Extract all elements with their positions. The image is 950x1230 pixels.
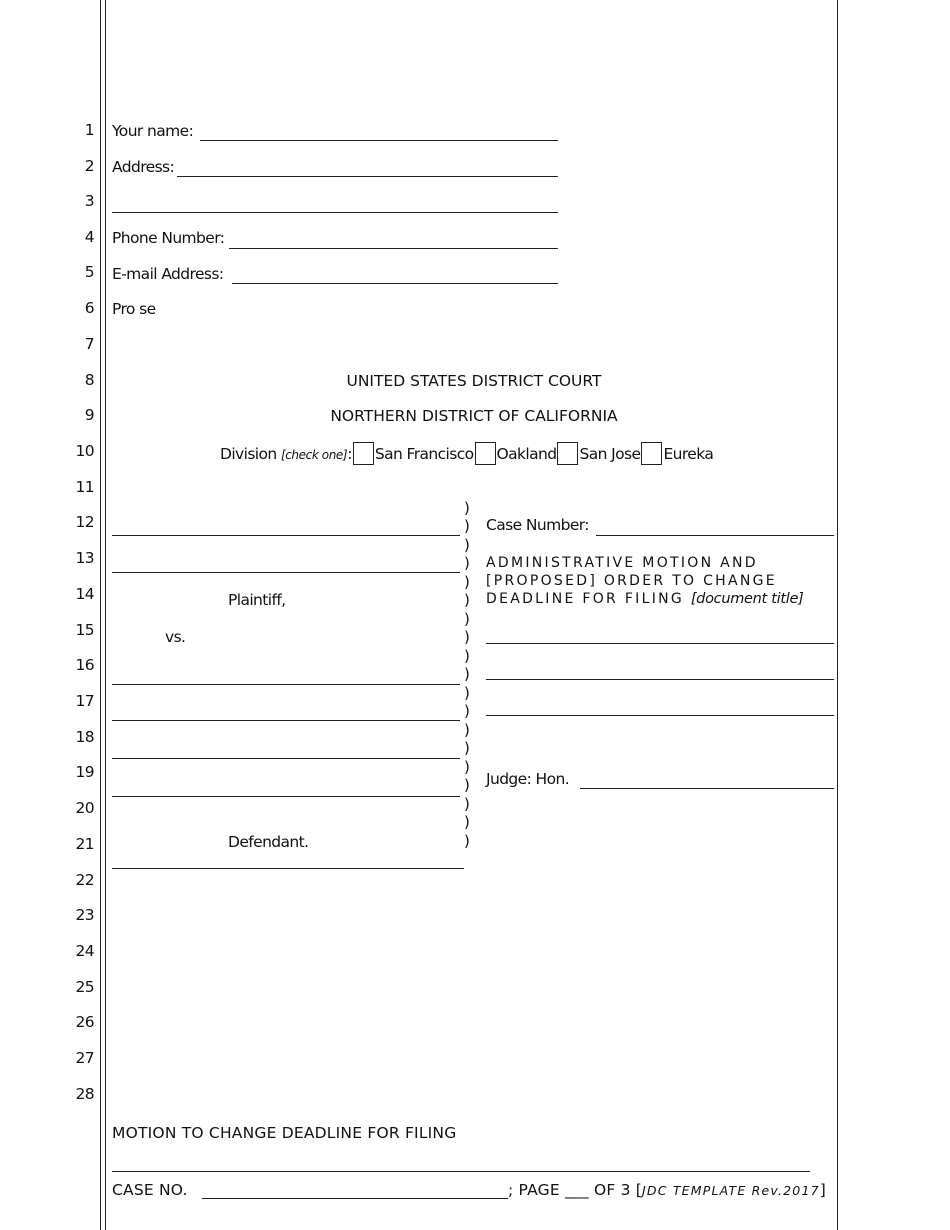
phone-number-field[interactable] xyxy=(229,248,558,249)
footer-rule xyxy=(112,1171,810,1172)
eureka-option: Eureka xyxy=(663,445,714,463)
defendant-name-line-4[interactable] xyxy=(112,796,460,797)
plaintiff-name-line-1[interactable] xyxy=(112,535,460,536)
address-field[interactable] xyxy=(177,176,558,177)
line-number: 5 xyxy=(84,263,94,281)
caption-paren: ) xyxy=(464,591,470,609)
san-francisco-option: San Francisco xyxy=(374,445,474,463)
email-address-field[interactable] xyxy=(232,283,558,284)
division-selector xyxy=(220,442,713,465)
defendant-name-line-3[interactable] xyxy=(112,758,460,759)
court-district: NORTHERN DISTRICT OF CALIFORNIA xyxy=(330,407,618,425)
case-number-label: Case Number: xyxy=(486,516,589,534)
line-number: 2 xyxy=(84,157,94,175)
pro-se-label: Pro se xyxy=(112,300,156,318)
caption-paren: ) xyxy=(464,776,470,794)
oakland-option: Oakland xyxy=(496,445,557,463)
document-title-field-2[interactable] xyxy=(486,679,834,680)
footer-close-bracket: ] xyxy=(819,1181,827,1199)
caption-paren: ) xyxy=(464,573,470,591)
check-one-note: [check one] xyxy=(280,448,348,462)
document-title-field-3[interactable] xyxy=(486,715,834,716)
footer-page-text: ; PAGE ___ OF 3 [ xyxy=(508,1181,643,1199)
caption-paren: ) xyxy=(464,758,470,776)
case-number-field[interactable] xyxy=(596,535,834,536)
caption-paren: ) xyxy=(464,832,470,850)
caption-paren: ) xyxy=(464,610,470,628)
line-number: 27 xyxy=(75,1049,94,1067)
document-title-line-2: [PROPOSED] ORDER TO CHANGE xyxy=(486,573,777,589)
address-label: Address: xyxy=(112,158,175,176)
phone-number-label: Phone Number: xyxy=(112,229,225,247)
caption-paren: ) xyxy=(464,702,470,720)
your-name-field[interactable] xyxy=(200,140,558,141)
line-number: 8 xyxy=(84,371,94,389)
plaintiff-label: Plaintiff, xyxy=(228,591,286,609)
your-name-label: Your name: xyxy=(112,122,194,140)
line-number: 26 xyxy=(75,1013,94,1031)
line-number: 20 xyxy=(75,799,94,817)
document-title-line-1: ADMINISTRATIVE MOTION AND xyxy=(486,555,758,571)
right-margin-rule xyxy=(837,0,838,1230)
caption-paren: ) xyxy=(464,499,470,517)
line-number: 17 xyxy=(75,692,94,710)
caption-bottom-rule xyxy=(112,868,464,869)
line-number: 3 xyxy=(84,192,94,210)
line-number: 6 xyxy=(84,299,94,317)
caption-paren: ) xyxy=(464,536,470,554)
judge-label: Judge: Hon. xyxy=(486,770,570,788)
san-jose-checkbox[interactable] xyxy=(557,442,578,465)
line-number: 1 xyxy=(84,121,94,139)
defendant-name-line-1[interactable] xyxy=(112,684,460,685)
caption-paren: ) xyxy=(464,795,470,813)
san-francisco-checkbox[interactable] xyxy=(353,442,374,465)
division-colon: : xyxy=(347,445,352,463)
caption-paren: ) xyxy=(464,665,470,683)
caption-paren: ) xyxy=(464,628,470,646)
line-number: 25 xyxy=(75,978,94,996)
caption-paren: ) xyxy=(464,739,470,757)
footer-title: MOTION TO CHANGE DEADLINE FOR FILING xyxy=(112,1124,457,1142)
document-title-placeholder: [document title] xyxy=(690,591,804,607)
caption-paren: ) xyxy=(464,721,470,739)
line-number: 16 xyxy=(75,656,94,674)
line-number: 23 xyxy=(75,906,94,924)
caption-paren: ) xyxy=(464,554,470,572)
document-title-line-3-text: DEADLINE FOR FILING xyxy=(486,591,685,607)
line-number: 10 xyxy=(75,442,94,460)
eureka-checkbox[interactable] xyxy=(641,442,662,465)
line-number: 22 xyxy=(75,871,94,889)
caption-paren: ) xyxy=(464,517,470,535)
line-number: 7 xyxy=(84,335,94,353)
line-number: 9 xyxy=(84,406,94,424)
court-title: UNITED STATES DISTRICT COURT xyxy=(346,372,602,390)
defendant-name-line-2[interactable] xyxy=(112,720,460,721)
footer-case-no-label: CASE NO. xyxy=(112,1181,188,1199)
document-title-line-3 xyxy=(486,590,803,608)
left-margin-rule-inner xyxy=(105,0,106,1230)
email-address-label: E-mail Address: xyxy=(112,265,224,283)
san-jose-option: San Jose xyxy=(579,445,641,463)
caption-paren: ) xyxy=(464,813,470,831)
line-number: 11 xyxy=(75,478,94,496)
footer-case-no-field[interactable] xyxy=(202,1198,508,1199)
vs-label: vs. xyxy=(165,628,186,646)
line-number: 28 xyxy=(75,1085,94,1103)
line-number: 4 xyxy=(84,228,94,246)
line-number: 15 xyxy=(75,621,94,639)
defendant-label: Defendant. xyxy=(228,833,309,851)
caption-paren: ) xyxy=(464,647,470,665)
footer-case-line xyxy=(112,1180,188,1200)
judge-name-field[interactable] xyxy=(580,788,834,789)
line-number: 12 xyxy=(75,513,94,531)
plaintiff-name-line-2[interactable] xyxy=(112,572,460,573)
line-number: 13 xyxy=(75,549,94,567)
left-margin-rule-outer xyxy=(100,0,101,1230)
document-title-field-1[interactable] xyxy=(486,643,834,644)
address-field-line-2[interactable] xyxy=(112,212,558,213)
footer-template-label: JDC TEMPLATE Rev.2017 xyxy=(642,1183,820,1198)
caption-paren: ) xyxy=(464,684,470,702)
footer-page-info xyxy=(508,1180,826,1201)
line-number: 21 xyxy=(75,835,94,853)
division-label: Division xyxy=(220,445,277,463)
line-number: 24 xyxy=(75,942,94,960)
line-number: 19 xyxy=(75,763,94,781)
oakland-checkbox[interactable] xyxy=(475,442,496,465)
line-number: 14 xyxy=(75,585,94,603)
line-number: 18 xyxy=(75,728,94,746)
